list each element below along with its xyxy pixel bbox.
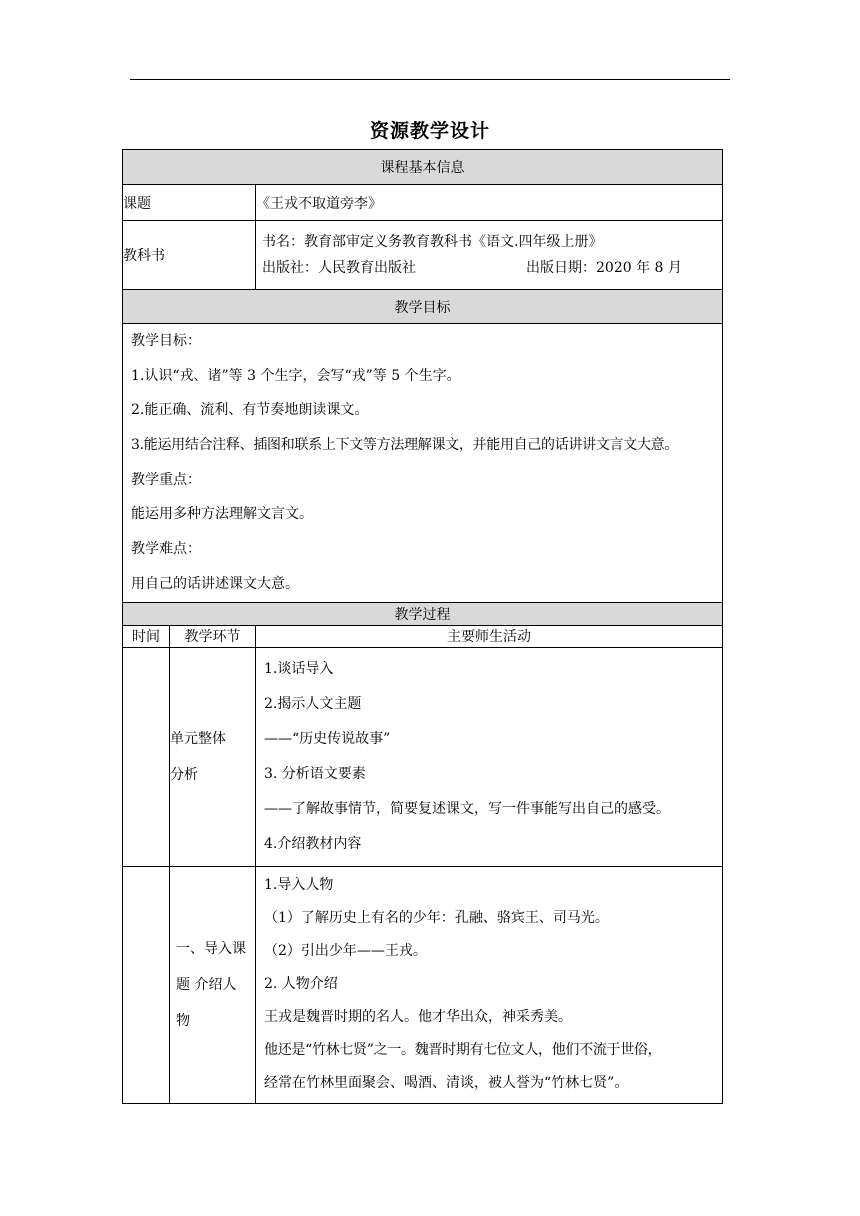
book-name: 书名：教育部审定义务教育教科书《语文.四年级上册》: [262, 234, 603, 250]
activity-line: 3. 分析语文要素: [264, 765, 366, 782]
objectives-heading-row: [123, 290, 723, 324]
document-title: 资源教学设计: [369, 120, 490, 142]
activity-line: 王戎是魏晋时期的名人。他才华出众，神采秀美。: [264, 1009, 572, 1025]
activity-line: 经常在竹林里面聚会、喝酒、清谈，被人誉为“竹林七贤”。: [264, 1075, 629, 1091]
activity-line: 1.谈话导入: [264, 660, 334, 677]
objectives-content: [123, 324, 723, 603]
objectives-heading: 教学目标: [123, 290, 723, 324]
publish-date: 出版日期：2020 年 8 月: [526, 260, 682, 276]
stage-line: 题 介绍人: [176, 976, 237, 993]
basic-info-heading-row: [123, 150, 723, 185]
activity-line: （2）引出少年——王戎。: [264, 943, 427, 959]
activity-cell: [256, 866, 723, 1103]
textbook-row: [123, 221, 723, 290]
topic-label: 课题: [123, 185, 256, 221]
objective-line: 用自己的话讲述课文大意。: [131, 575, 299, 592]
process-row: [123, 866, 723, 1103]
objective-line: 教学重点：: [131, 471, 201, 488]
process-row: [123, 647, 723, 866]
objective-line: 教学目标：: [131, 333, 201, 349]
basic-info-heading: 课程基本信息: [123, 150, 723, 185]
activity-line: 4.介绍教材内容: [264, 835, 362, 852]
objective-line: 能运用多种方法理解文言文。: [131, 506, 313, 523]
col-stage: 教学环节: [170, 625, 256, 647]
activity-line: ——“历史传说故事”: [264, 730, 391, 747]
topic-value: 《王戎不取道旁李》: [256, 185, 723, 221]
objective-line: 3.能运用结合注释、插图和联系上下文等方法理解课文，并能用自己的话讲讲文言文大意。: [131, 437, 679, 454]
stage-line: 物: [176, 1012, 190, 1029]
activity-line: （1）了解历史上有名的少年：孔融、骆宾王、司马光。: [264, 910, 609, 926]
time-cell: [123, 647, 170, 866]
objective-line: 教学难点：: [131, 541, 201, 558]
time-cell: [123, 866, 170, 1103]
topic-row: [123, 185, 723, 221]
stage-line: 分析: [170, 766, 198, 783]
col-activity: 主要师生活动: [256, 625, 723, 647]
objective-line: 1.认识“戎、诸”等 3 个生字，会写“戎”等 5 个生字。: [131, 367, 461, 384]
activity-line: 2.揭示人文主题: [264, 695, 362, 712]
textbook-info: [256, 221, 723, 290]
stage-cell: [170, 866, 256, 1103]
stage-line: 单元整体: [170, 730, 226, 747]
objective-line: 2.能正确、流利、有节奏地朗读课文。: [131, 402, 369, 419]
process-columns-row: [123, 625, 723, 647]
activity-line: ——了解故事情节，简要复述课文，写一件事能写出自己的感受。: [264, 800, 670, 817]
publisher-line: [262, 255, 716, 281]
process-heading: 教学过程: [123, 602, 723, 625]
activity-line: 2. 人物介绍: [264, 976, 338, 992]
lesson-plan-table: [122, 149, 723, 1104]
stage-line: 一、导入课: [176, 940, 246, 957]
publisher: 出版社：人民教育出版社: [262, 260, 416, 276]
header-rule: [130, 79, 730, 80]
objectives-row: [123, 324, 723, 603]
stage-cell: [170, 647, 256, 866]
process-heading-row: [123, 602, 723, 625]
col-time: 时间: [123, 625, 170, 647]
activity-line: 他还是“竹林七贤”之一。魏晋时期有七位文人，他们不流于世俗，: [264, 1042, 662, 1058]
activity-cell: [256, 647, 723, 866]
activity-line: 1.导入人物: [264, 877, 334, 893]
textbook-label: 教科书: [123, 221, 256, 290]
